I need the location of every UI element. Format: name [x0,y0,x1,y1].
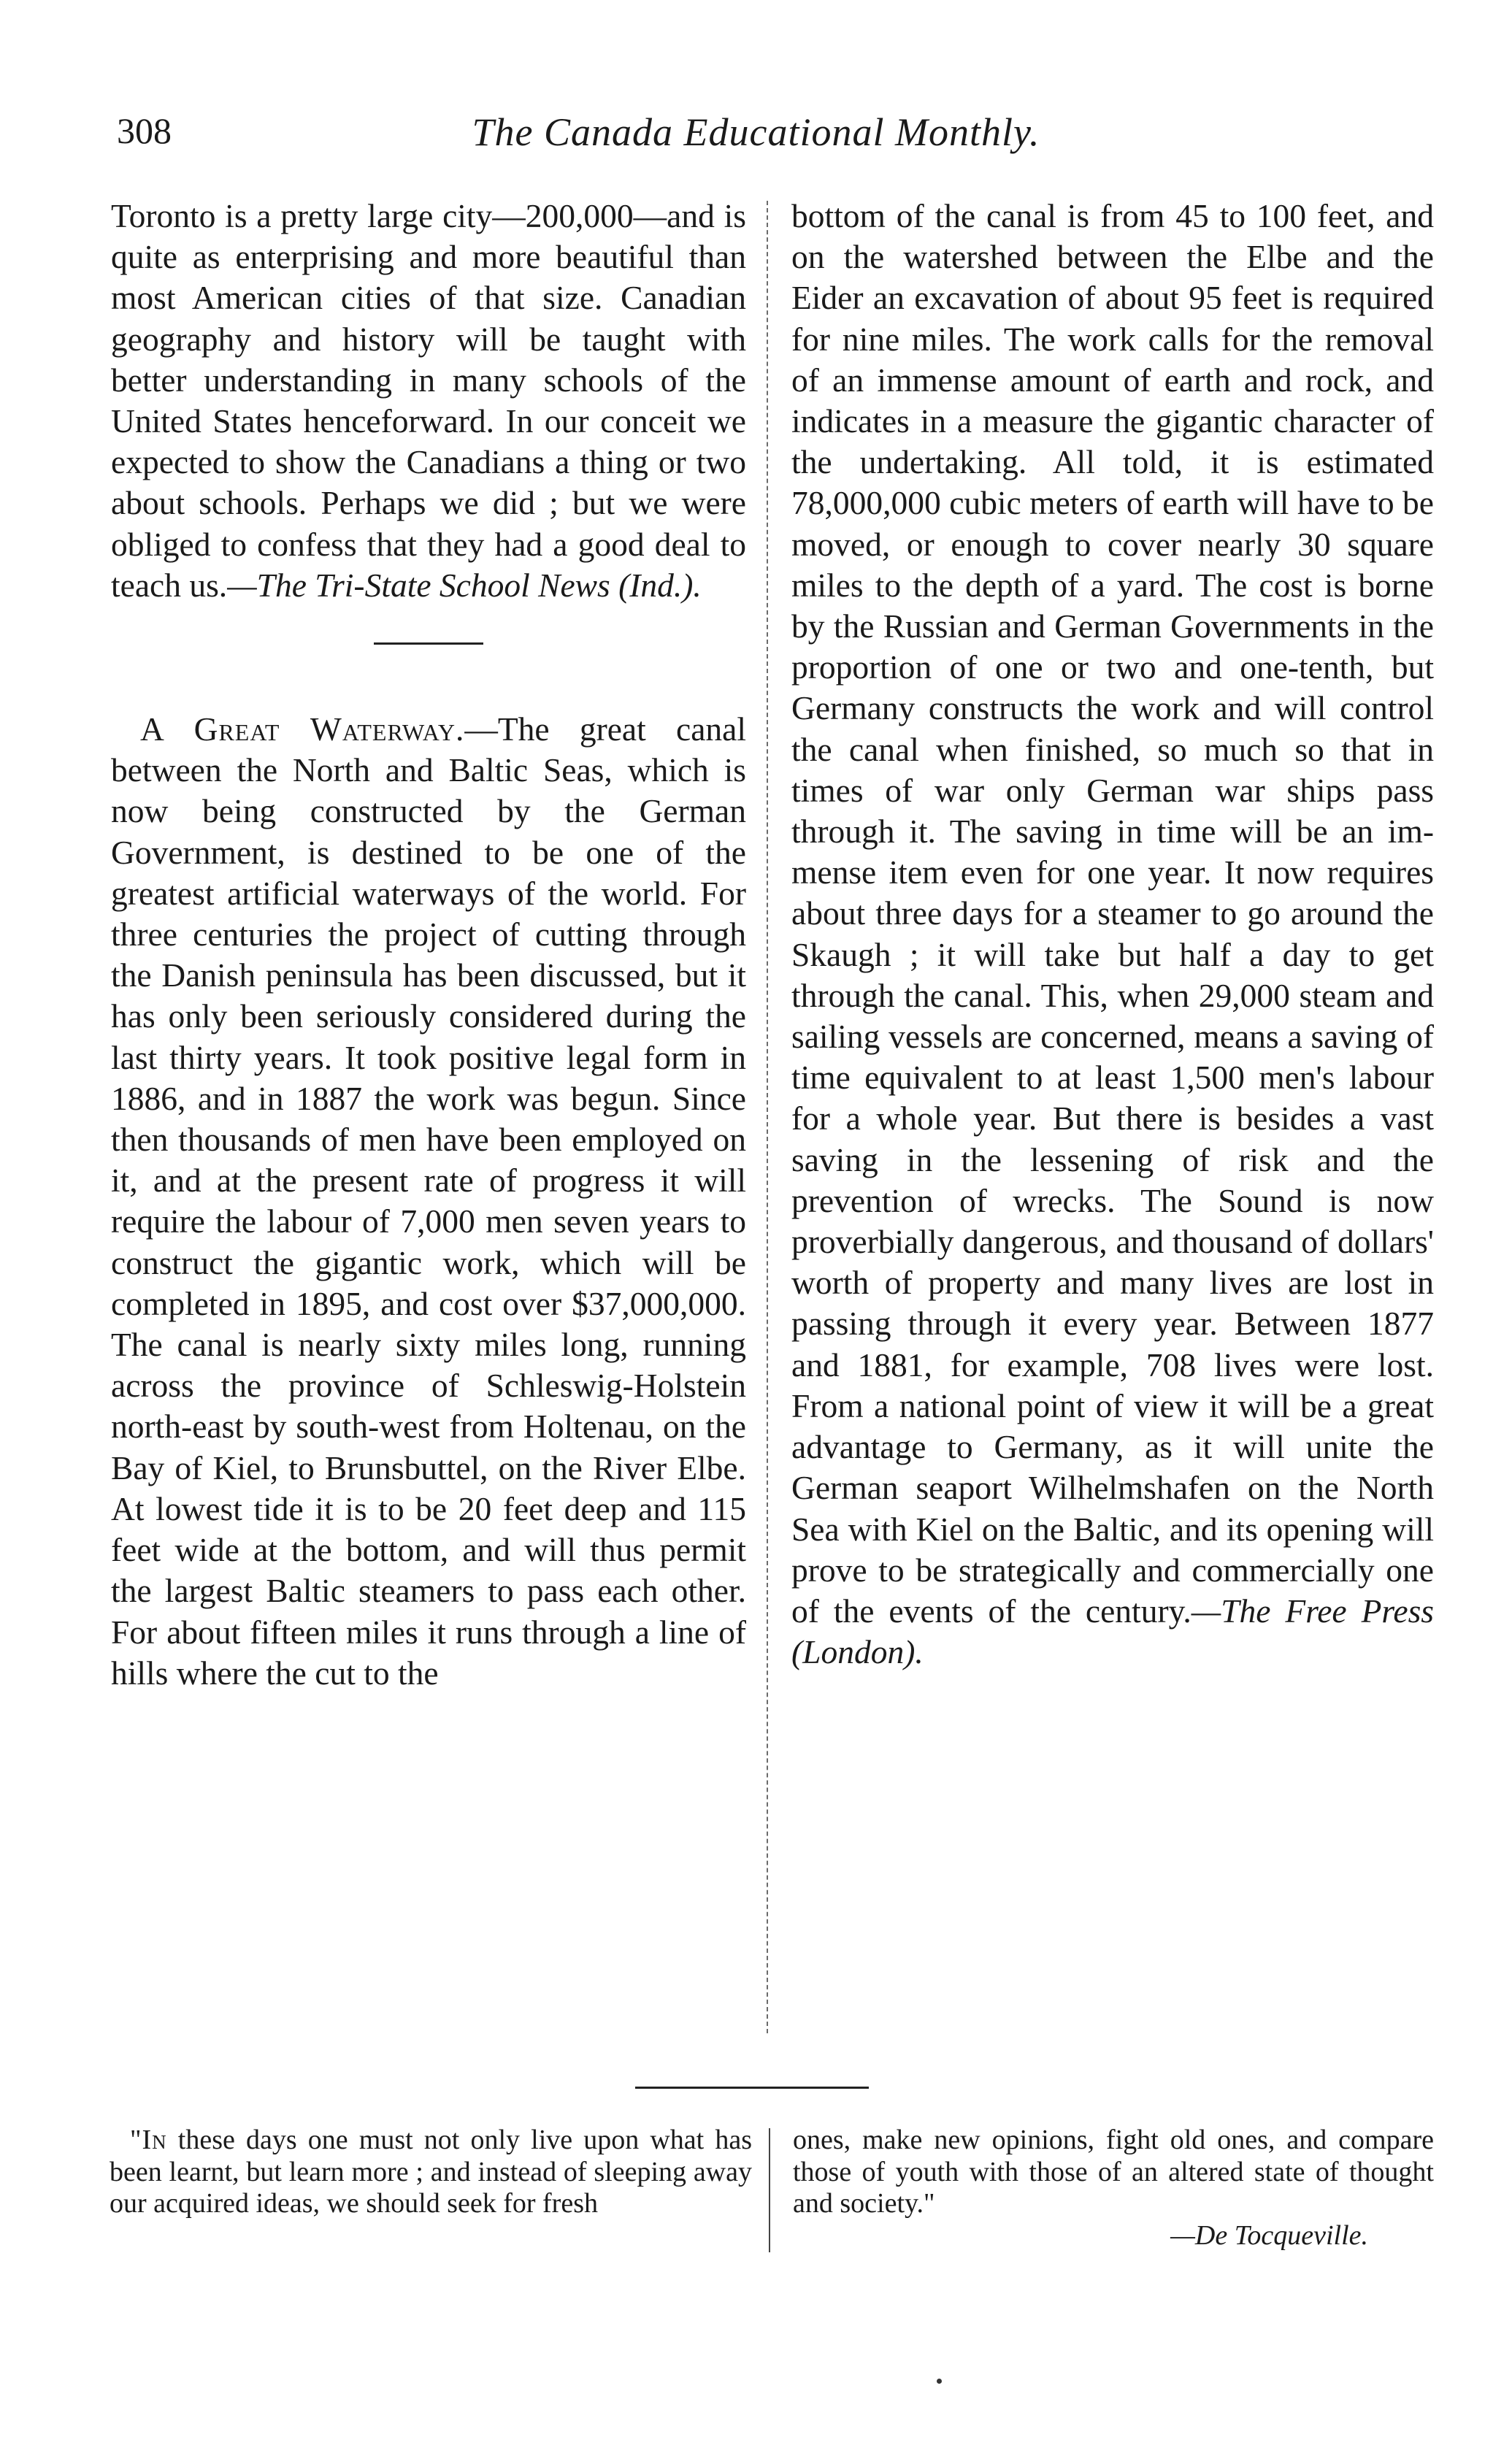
footer-quote-left-text: these days one must not only live upon what has been learnt, but learn more ; and instead of sleeping away our acquired ideas, we should seek for fresh [110,2125,752,2219]
right-column [791,196,1434,1673]
article-waterway-continued [791,196,1434,1673]
article-tristate-text: Toronto is a pretty large city—200,000—and is quite as enterprising and more beautiful than most American cities of that size. Canadian geography and history will be taught with better understanding in many schools of the United States henceforward. In our conceit we expected to show the Canadians a thing or two about schools. Perhaps we did ; but we were obliged to confess that they had a good deal to teach us. [111,197,746,604]
page-number: 308 [117,110,172,151]
article-waterway-start [111,709,746,1694]
column-divider [767,201,768,2033]
article-waterway-source: —The Free Press (London). [791,1592,1434,1671]
article-waterway-heading: A Great Waterway. [140,710,465,748]
footer-quote-lead: "In [130,2125,167,2155]
footer-quote-right [793,2125,1434,2252]
printer-mark [937,2379,942,2384]
running-title: The Canada Educational Monthly. [472,110,1040,154]
footer-quote-attribution: —De Tocqueville. [1170,2219,1368,2251]
footer-quote-right-text: ones, make new opinions, fight old ones, and compare those of youth with those of an altered state of thought and society." [793,2125,1434,2219]
section-divider [374,642,483,645]
article-waterway-text: —The great canal between the North and Baltic Seas, which is now being constructed by the German Government, is destined to be one of the greatest artificial waterways of the world. For three centuries the project of cutting through the Danish peninsula has been discussed, but it has only been seriously considered during the last thirty years. It took positive legal form in 1886, and in 1887 the work was begun. Since then thousands of men have been employed on it, and at the present rate of progress it will require the labour of 7,000 men seven years to construct the gigantic work, which will be completed in 1895, and cost over $37,000,000. The canal is nearly sixty miles long, running across the province of Schleswig-Holstein north-east by south-west from Holtenau, on the Bay of Kiel, to Brunsbuttel, on the River Elbe. At lowest tide it is to be 20 feet deep and 115 feet wide at the bottom, and will thus permit the largest Baltic steamers to pass each other. For about fifteen miles it runs through a line of hills where the cut to the [111,710,746,1692]
article-tristate [111,196,746,606]
footer-column-divider [769,2128,770,2252]
article-tristate-source: —The Tri-State School News (Ind.). [227,566,702,604]
article-waterway-continued-text: bottom of the canal is from 45 to 100 feet, and on the watershed between the Elbe and the Eider an excavation of about 95 feet is required for nine miles. The work calls for the removal of an immense amount of earth and rock, and indicates in a measure the gigantic character of the undertaking. All told, it is estimated 78,000,000 cubic meters of earth will have to be moved, or enough to cover nearly 30 square miles to the depth of a yard. The cost is borne by the Russian and German Governments in the proportion of one or two and one-tenth, but Germany constructs the work and will control the canal when finished, so much so that in times of war only German war ships pass through it. The saving in time will be an immense item even for one year. It now requires about three days for a steamer to go around the Skaugh ; it will take but half a day to get through the canal. This, when 29,000 steam and sailing vessels are concerned, means a saving of time equivalent to at least 1,500 men's labour for a whole year. But there is besides a vast saving in the lessening of risk and the prevention of wrecks. The Sound is now proverbially dangerous, and thousand of dollars' worth of property and many lives are lost in passing through it every year. Between 1877 and 1881, for example, 708 lives were lost. From a national point of view it will be a great advantage to Germany, as it will unite the German seaport Wilhelmshafen on the North Sea with Kiel on the Baltic, and its opening will prove to be strategically and commercially one of the events of the century. [791,197,1434,1630]
left-column [111,196,746,1694]
footer-quote-left [110,2125,752,2220]
page-header [110,110,1402,168]
footer-rule [635,2087,869,2089]
